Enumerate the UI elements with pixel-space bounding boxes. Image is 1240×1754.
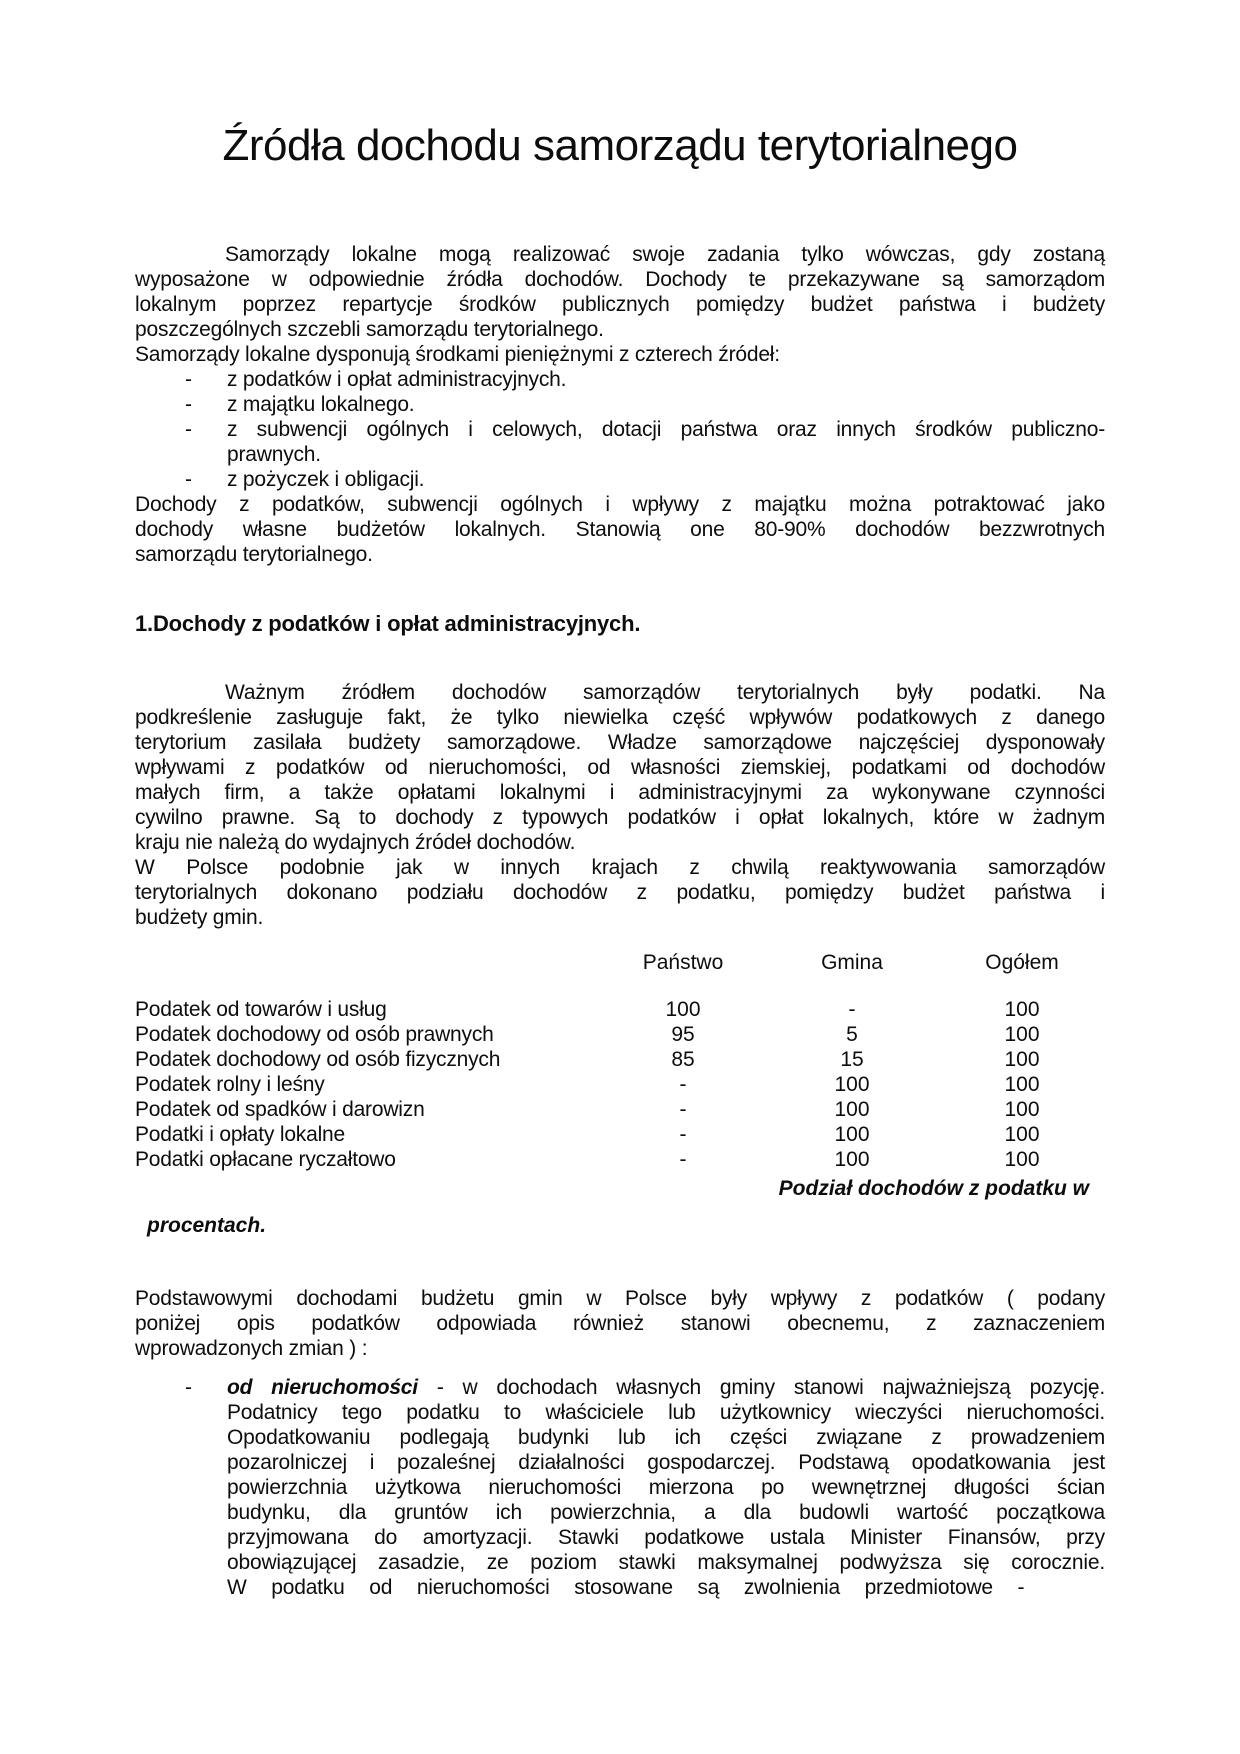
table-row — [135, 1097, 1105, 1122]
text-line: wyposażone w odpowiednie źródła dochodów. Dochody te przekazywane są samorządom — [135, 268, 1105, 291]
bullet-gutter — [135, 1500, 227, 1525]
bullet-text: powierzchnia użytkowa nieruchomości mierzona po wewnętrznej długości ścian — [227, 1476, 1105, 1499]
cell-panstwo: 100 — [665, 998, 701, 1021]
cell-gmina: 100 — [834, 1123, 870, 1146]
table-header-row — [135, 950, 1105, 975]
cell-gmina: 100 — [834, 1098, 870, 1121]
text-line: wprowadzonych zmian ) : — [135, 1337, 368, 1360]
text-line: lokalnym poprzez repartycje środków publicznych pomiędzy budżet państwa i budżety — [135, 293, 1105, 316]
list-item-continuation — [135, 442, 1105, 467]
row-label: Podatek rolny i leśny — [135, 1073, 325, 1096]
spacer — [135, 1238, 1105, 1286]
bullet-marker: - — [185, 368, 192, 391]
text-line: cywilno prawne. Są to dochody z typowych podatków i opłat lokalnych, które w żadnym — [135, 806, 1105, 829]
row-label: Podatek od towarów i usług — [135, 998, 387, 1021]
text-line: W Polsce podobnie jak w innych krajach z chwilą reaktywowania samorządów — [135, 856, 1105, 879]
cell-gmina: 100 — [834, 1148, 870, 1171]
bullet-gutter — [135, 1450, 227, 1475]
bullet-text: przyjmowana do amortyzacji. Stawki podatkowe ustala Minister Finansów, przy — [227, 1526, 1105, 1549]
list-item — [135, 1375, 1105, 1400]
bullet-gutter — [135, 1475, 227, 1500]
cell-ogolem: 100 — [1004, 998, 1040, 1021]
cell-panstwo: - — [679, 1148, 687, 1171]
taxes-paragraph — [135, 680, 1105, 855]
text-line: terytorialnych dokonano podziału dochodów z podatku, pomiędzy budżet państwa i — [135, 881, 1105, 904]
list-item-continuation — [135, 1500, 1105, 1525]
bullet-text: Podatnicy tego podatku to właściciele lub użytkownicy wieczyści nieruchomości. — [227, 1401, 1105, 1424]
bullet-gutter — [135, 1550, 227, 1575]
spacer — [135, 930, 1105, 950]
own-income-paragraph — [135, 492, 1105, 567]
section-1-heading: 1.Dochody z podatków i opłat administracyjnych. — [135, 611, 641, 636]
text-line: podkreślenie zasługuje fakt, że tylko niewielka część wpływów podatkowych z danego — [135, 706, 1105, 729]
document-title: Źródła dochodu samorządu terytorialnego — [222, 121, 1018, 170]
cell-panstwo: 85 — [671, 1048, 695, 1071]
text-line: Samorządy lokalne dysponują środkami pieniężnymi z czterech źródeł: — [135, 343, 780, 366]
text-line: samorządu terytorialnego. — [135, 543, 373, 566]
bullet-marker: - — [185, 1376, 192, 1399]
list-item — [135, 367, 1105, 392]
cell-panstwo: - — [679, 1123, 687, 1146]
cell-gmina: - — [848, 998, 856, 1021]
list-item — [135, 392, 1105, 417]
tax-split-table — [135, 950, 1105, 1238]
text-line: dochody własne budżetów lokalnych. Stanowią one 80-90% dochodów bezzwrotnych — [135, 518, 1105, 541]
text-line: kraju nie należą do wydajnych źródeł dochodów. — [135, 831, 576, 854]
row-label: Podatki i opłaty lokalne — [135, 1123, 345, 1146]
list-item-continuation — [135, 1475, 1105, 1500]
row-label: Podatki opłacane ryczałtowo — [135, 1148, 396, 1171]
bullet-gutter — [135, 1400, 227, 1425]
spacer — [135, 975, 1105, 997]
cell-gmina: 5 — [846, 1023, 858, 1046]
bullet-text: prawnych. — [227, 443, 321, 466]
list-item — [135, 417, 1105, 442]
poland-paragraph — [135, 855, 1105, 930]
bullet-text: budynku, dla gruntów ich powierzchnia, a dla budowli wartość początkowa — [227, 1501, 1105, 1524]
text-line: Samorządy lokalne mogą realizować swoje zadania tylko wówczas, gdy zostaną — [225, 243, 1105, 266]
table-caption-line-1: Podział dochodów z podatku w — [778, 1177, 1089, 1200]
spacer — [135, 1361, 1105, 1375]
column-header-gmina: Gmina — [821, 951, 883, 974]
bullet-text: z majątku lokalnego. — [227, 393, 415, 416]
list-item-continuation — [135, 1575, 1105, 1600]
spacer — [135, 636, 1105, 680]
cell-panstwo: 95 — [671, 1023, 695, 1046]
cell-ogolem: 100 — [1004, 1023, 1040, 1046]
text-line: Ważnym źródłem dochodów samorządów terytorialnych były podatki. Na — [225, 681, 1105, 704]
row-label: Podatek dochodowy od osób fizycznych — [135, 1048, 501, 1071]
bullet-gutter — [135, 1425, 227, 1450]
cell-gmina: 15 — [840, 1048, 864, 1071]
bullet-text: W podatku od nieruchomości stosowane są zwolnienia przedmiotowe - — [227, 1576, 1025, 1599]
intro-paragraph — [135, 242, 1105, 367]
bullet-text: Opodatkowaniu podlegają budynki lub ich części związane z prowadzeniem — [227, 1426, 1105, 1449]
bullet-text: pozarolniczej i pozaleśnej działalności gospodarczej. Podstawą opodatkowania jest — [227, 1451, 1105, 1474]
text-line: Podstawowymi dochodami budżetu gmin w Polsce były wpływy z podatków ( podany — [135, 1287, 1105, 1310]
cell-ogolem: 100 — [1004, 1098, 1040, 1121]
bullet-gutter — [135, 442, 227, 467]
bullet-text — [227, 1375, 1105, 1400]
text-line: wpływami z podatków od nieruchomości, od własności ziemskiej, podatkami od dochodów — [135, 756, 1105, 779]
table-row — [135, 1147, 1105, 1172]
list-item-continuation — [135, 1525, 1105, 1550]
table-row — [135, 1022, 1105, 1047]
cell-ogolem: 100 — [1004, 1148, 1040, 1171]
table-caption-line-2: procentach. — [147, 1214, 267, 1237]
bullet-text: obowiązującej zasadzie, ze poziom stawki maksymalnej podwyższa się corocznie. — [227, 1551, 1105, 1574]
cell-ogolem: 100 — [1004, 1073, 1040, 1096]
gmina-incomes-paragraph — [135, 1286, 1105, 1361]
bullet-gutter — [135, 1575, 227, 1600]
table-row — [135, 1122, 1105, 1147]
cell-gmina: 100 — [834, 1073, 870, 1096]
cell-ogolem: 100 — [1004, 1048, 1040, 1071]
bullet-gutter — [135, 1525, 227, 1550]
income-sources-list — [135, 367, 1105, 492]
table-row — [135, 1047, 1105, 1072]
table-row — [135, 1072, 1105, 1097]
list-item — [135, 467, 1105, 492]
text-line: małych firm, a także opłatami lokalnymi i administracyjnymi za wykonywane czynności — [135, 781, 1105, 804]
list-item-continuation — [135, 1425, 1105, 1450]
cell-panstwo: - — [679, 1073, 687, 1096]
bullet-lead-term: od nieruchomości — [227, 1376, 418, 1399]
list-item-continuation — [135, 1450, 1105, 1475]
column-header-ogolem: Ogółem — [985, 951, 1059, 974]
text-line: terytorium zasilała budżety samorządowe. Władze samorządowe najczęściej dysponowały — [135, 731, 1105, 754]
text-line: poszczególnych szczebli samorządu terytorialnego. — [135, 318, 604, 341]
cell-ogolem: 100 — [1004, 1123, 1040, 1146]
bullet-marker: - — [185, 393, 192, 416]
text-line: poniżej opis podatków odpowiada również stanowi obecnemu, z zaznaczeniem — [135, 1312, 1105, 1335]
real-estate-tax-list-item — [135, 1375, 1105, 1600]
spacer — [135, 567, 1105, 611]
table-row — [135, 997, 1105, 1022]
text-line: Dochody z podatków, subwencji ogólnych i wpływy z majątku można potraktować jako — [135, 493, 1105, 516]
list-item-continuation — [135, 1550, 1105, 1575]
text-line: budżety gmin. — [135, 906, 264, 929]
bullet-text: z pożyczek i obligacji. — [227, 468, 425, 491]
row-label: Podatek od spadków i darowizn — [135, 1098, 425, 1121]
header-spacer — [135, 950, 608, 975]
cell-panstwo: - — [679, 1098, 687, 1121]
bullet-marker: - — [185, 418, 192, 441]
column-header-panstwo: Państwo — [642, 951, 724, 974]
bullet-marker: - — [185, 468, 192, 491]
row-label: Podatek dochodowy od osób prawnych — [135, 1023, 494, 1046]
list-item-continuation — [135, 1400, 1105, 1425]
bullet-text: z podatków i opłat administracyjnych. — [227, 368, 567, 391]
bullet-lead-rest: - w dochodach własnych gminy stanowi najważniejszą pozycję. — [417, 1376, 1106, 1399]
bullet-text: z subwencji ogólnych i celowych, dotacji państwa oraz innych środków publiczno- — [227, 418, 1105, 441]
